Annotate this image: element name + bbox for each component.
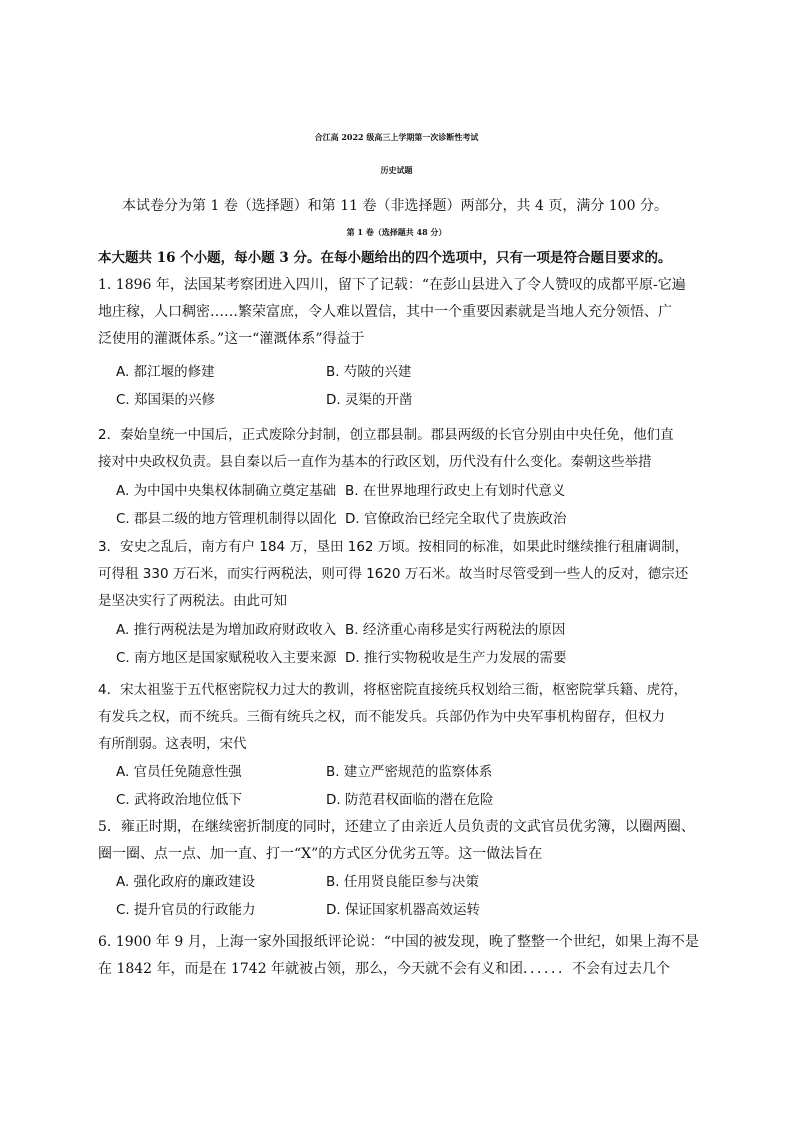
question-4-line-2: 有发兵之权，而不统兵。三衙有统兵之权，而不能发兵。兵部仍作为中央军事机构留存，但权力 [98, 709, 665, 725]
question-5-line-1: 5．雍正时期，在继续密折制度的同时，还建立了由亲近人员负责的文武官员优劣簿，以圈两圈、 [98, 819, 695, 835]
question-3-line-1: 3．安史之乱后，南方有户 184 万，垦田 162 万顷。按相同的标准，如果此时继续推行租庸调制， [98, 539, 689, 555]
exam-title: 合江高 2022 级高三上学期第一次诊断性考试 [314, 132, 479, 142]
question-2-option-c: C. 郡县二级的地方管理机制得以固化 [116, 511, 337, 527]
question-4-option-c: C. 武将政治地位低下 [116, 792, 243, 808]
question-2-option-a: A. 为中国中央集权体制确立奠定基础 [116, 483, 337, 499]
question-1-line-2: 地庄稼，人口稠密……繁荣富庶，令人难以置信，其中一个重要因素就是当地人充分领悟、广 [98, 304, 672, 320]
question-1-line-1: 1. 1896 年，法国某考察团进入四川，留下了记载：“在彭山县进入了令人赞叹的成都平原-它遍 [98, 277, 686, 293]
question-3-option-b: B. 经济重心南移是实行两税法的原因 [345, 622, 566, 638]
question-1-option-a: A. 都江堰的修建 [116, 364, 215, 380]
question-5-option-c: C. 提升官员的行政能力 [116, 902, 256, 918]
question-3-option-d: D. 推行实物税收是生产力发展的需要 [345, 650, 567, 666]
question-4-line-1: 4．宋太祖鉴于五代枢密院权力过大的教训，将枢密院直接统兵权划给三衙，枢密院掌兵籍、虎符， [98, 682, 688, 698]
question-2-option-b: B. 在世界地理行政史上有划时代意义 [345, 483, 566, 499]
section-title: 第 1 卷（选择题共 48 分） [346, 227, 447, 237]
exam-intro: 本试卷分为第 1 卷（选择题）和第 11 卷（非选择题）两部分，共 4 页，满分 100 分。 [122, 198, 668, 214]
question-4-option-b: B. 建立严密规范的监察体系 [326, 764, 493, 780]
question-3-line-2: 可得租 330 万石米，而实行两税法，则可得 1620 万石米。故当时尽管受到一些人的反对，德宗还 [98, 566, 689, 582]
question-1-line-3: 泛使用的灌溉体系。”这一“灌溉体系”得益于 [98, 331, 365, 347]
question-3-option-c: C. 南方地区是国家赋税收入主要来源 [116, 650, 337, 666]
question-4-option-a: A. 官员任免随意性强 [116, 764, 242, 780]
question-5-option-b: B. 任用贤良能臣参与决策 [326, 874, 479, 890]
section-instructions: 本大题共 16 个小题，每小题 3 分。在每小题给出的四个选项中，只有一项是符合题目要求的。 [98, 250, 672, 266]
question-5-option-d: D. 保证国家机器高效运转 [326, 902, 480, 918]
question-1-option-d: D. 灵渠的开凿 [326, 392, 413, 408]
question-2-line-1: 2．秦始皇统一中国后，正式废除分封制，创立郡县制。郡县两级的长官分别由中央任免，他们直 [98, 427, 674, 443]
question-6-line-1: 6. 1900 年 9 月，上海一家外国报纸评论说：“中国的被发现，晚了整整一个世纪，如果上海不是 [98, 934, 699, 950]
question-2-option-d: D. 官僚政治已经完全取代了贵族政治 [345, 511, 567, 527]
question-1-option-c: C. 郑国渠的兴修 [116, 392, 216, 408]
question-3-option-a: A. 推行两税法是为增加政府财政收入 [116, 622, 337, 638]
question-6-line-2: 在 1842 年，而是在 1742 年就被占领，那么，今天就不会有义和团．．．．．．不会有过去几个 [98, 961, 671, 977]
question-5-line-2: 圈一圈、点一点、加一直、打一“X”的方式区分优劣五等。这一做法旨在 [98, 846, 543, 862]
exam-subtitle: 历史试题 [380, 165, 413, 175]
question-1-option-b: B. 芍陂的兴建 [326, 364, 412, 380]
question-2-line-2: 接对中央政权负责。县自秦以后一直作为基本的行政区划，历代没有什么变化。秦朝这些举措 [98, 454, 652, 470]
question-3-line-3: 是坚决实行了两税法。由此可知 [98, 593, 287, 609]
question-4-option-d: D. 防范君权面临的潜在危险 [326, 792, 494, 808]
question-5-option-a: A. 强化政府的廉政建设 [116, 874, 256, 890]
question-4-line-3: 有所削弱。这表明，宋代 [98, 736, 247, 752]
